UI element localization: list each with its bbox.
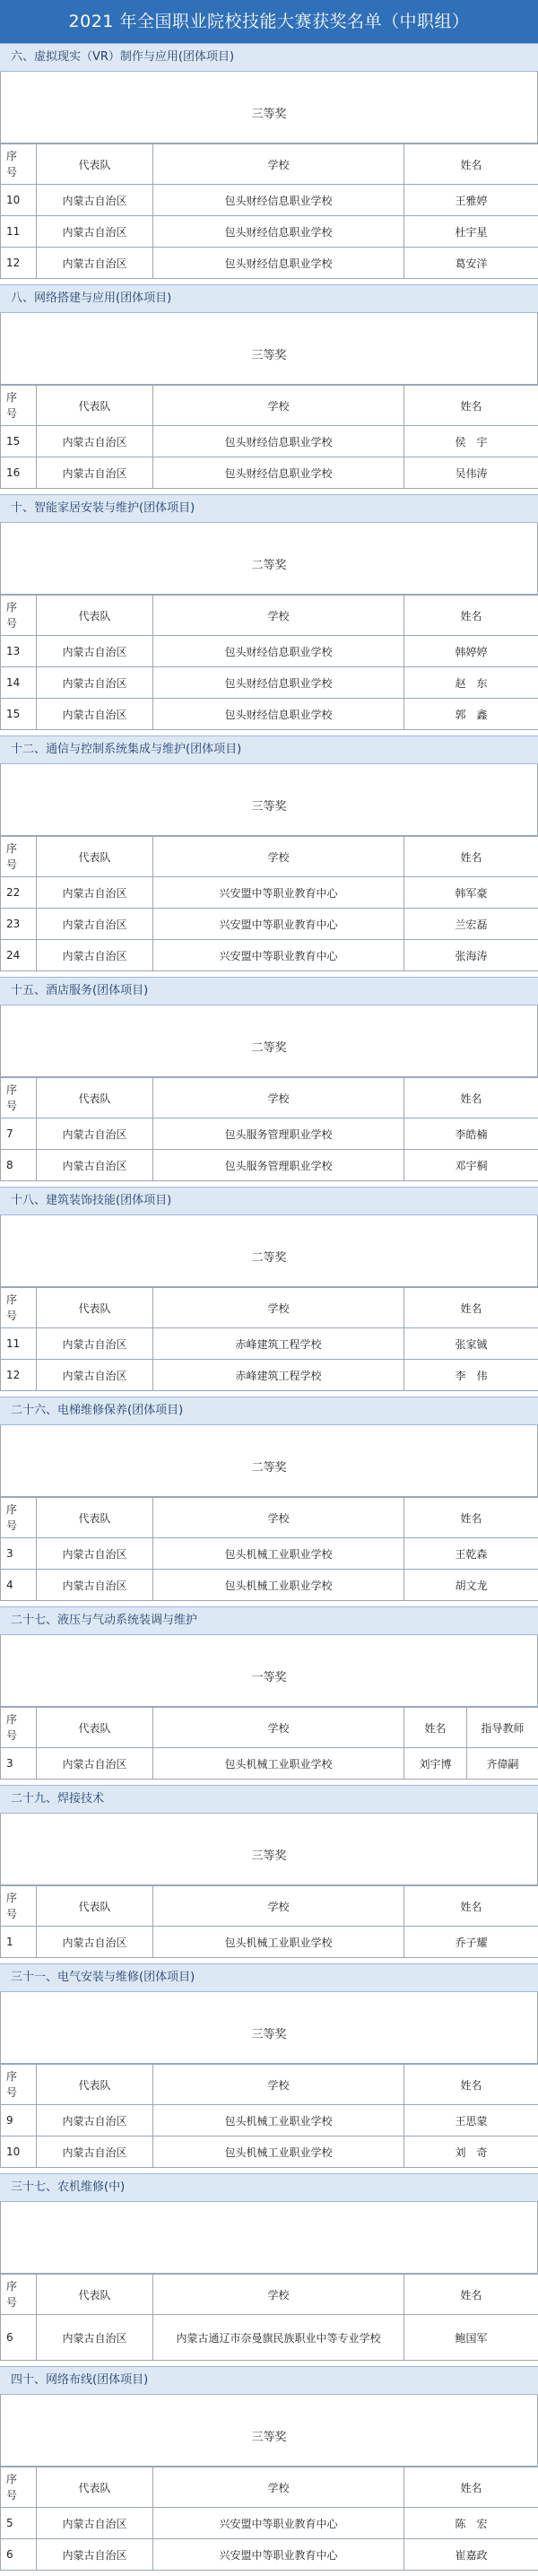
column-header: 姓名	[404, 1078, 538, 1118]
table-cell: 赵 东	[404, 667, 538, 699]
table-cell: 11	[1, 1328, 37, 1360]
table-row	[1, 457, 538, 489]
column-header: 代表队	[37, 386, 153, 426]
section-header: 十二、通信与控制系统集成与维护(团体项目)	[0, 735, 538, 764]
column-header: 序 号	[1, 386, 37, 426]
table-row	[1, 1927, 538, 1958]
table-cell: 内蒙古自治区	[37, 1328, 153, 1360]
table-cell: 3	[1, 1538, 37, 1570]
award-row	[0, 1992, 538, 2064]
table-cell: 韩婷婷	[404, 636, 538, 667]
table-header-row	[1, 2467, 538, 2508]
section-header: 十五、酒店服务(团体项目)	[0, 977, 538, 1005]
table-cell: 内蒙古自治区	[37, 1570, 153, 1601]
table-cell: 10	[1, 185, 37, 216]
table-cell: 12	[1, 1360, 37, 1391]
table-cell: 内蒙古自治区	[37, 2508, 153, 2539]
table-cell: 兴安盟中等职业教育中心	[153, 877, 404, 909]
table-cell: 赤峰建筑工程学校	[153, 1360, 404, 1391]
award-row	[0, 1425, 538, 1497]
table-cell: 15	[1, 699, 37, 730]
table-cell: 崔嘉政	[404, 2539, 538, 2571]
table-cell: 包头机械工业职业学校	[153, 1927, 404, 1958]
table-cell: 内蒙古自治区	[37, 1748, 153, 1780]
table-header-row	[1, 2065, 538, 2105]
award-row	[0, 1635, 538, 1707]
section-header: 四十、网络布线(团体项目)	[0, 2366, 538, 2395]
table-header-row	[1, 837, 538, 877]
table-cell: 包头财经信息职业学校	[153, 248, 404, 279]
section-header: 三十一、电气安装与维修(团体项目)	[0, 1963, 538, 1992]
table-header-row	[1, 1886, 538, 1927]
award-row	[0, 2395, 538, 2467]
table-cell: 包头机械工业职业学校	[153, 1570, 404, 1601]
table-cell: 内蒙古自治区	[37, 248, 153, 279]
table-cell: 9	[1, 2105, 37, 2137]
table-header-row	[1, 2275, 538, 2315]
table-cell: 包头机械工业职业学校	[153, 1748, 404, 1780]
award-table	[0, 385, 538, 489]
column-header: 学校	[153, 2065, 404, 2105]
table-row	[1, 2315, 538, 2361]
table-row	[1, 699, 538, 730]
column-header: 序 号	[1, 144, 37, 185]
table-header-row	[1, 1078, 538, 1118]
table-row	[1, 2539, 538, 2571]
table-cell: 包头财经信息职业学校	[153, 426, 404, 457]
table-cell: 内蒙古自治区	[37, 2315, 153, 2361]
table-cell: 刘宇博	[404, 1748, 467, 1780]
table-cell: 兰宏磊	[404, 909, 538, 940]
table-row	[1, 426, 538, 457]
table-cell: 包头机械工业职业学校	[153, 2105, 404, 2137]
table-cell: 内蒙古自治区	[37, 1150, 153, 1181]
table-cell: 李 伟	[404, 1360, 538, 1391]
table-cell: 内蒙古自治区	[37, 2105, 153, 2137]
table-cell: 乔子耀	[404, 1927, 538, 1958]
table-row	[1, 248, 538, 279]
award-row	[0, 764, 538, 836]
column-header: 序 号	[1, 2065, 37, 2105]
column-header: 学校	[153, 2275, 404, 2315]
table-header-row	[1, 596, 538, 636]
table-row	[1, 216, 538, 248]
table-cell: 包头财经信息职业学校	[153, 636, 404, 667]
section-header: 三十七、农机维修(中)	[0, 2173, 538, 2202]
column-header: 学校	[153, 144, 404, 185]
award-row	[0, 523, 538, 595]
section-header: 六、虚拟现实（VR）制作与应用(团体项目)	[0, 43, 538, 72]
table-cell: 13	[1, 636, 37, 667]
column-header: 姓名	[404, 2275, 538, 2315]
award-table	[0, 836, 538, 971]
column-header: 姓名	[404, 386, 538, 426]
award-level: 二等奖	[1, 1038, 537, 1055]
award-row	[0, 1215, 538, 1287]
table-cell: 内蒙古自治区	[37, 877, 153, 909]
award-row	[0, 2202, 538, 2274]
column-header: 学校	[153, 1498, 404, 1538]
table-cell: 包头财经信息职业学校	[153, 667, 404, 699]
column-header: 姓名	[404, 596, 538, 636]
award-level: 二等奖	[1, 555, 537, 572]
table-header-row	[1, 1498, 538, 1538]
table-cell: 陈 宏	[404, 2508, 538, 2539]
table-row	[1, 1570, 538, 1601]
table-cell: 包头财经信息职业学校	[153, 216, 404, 248]
table-cell: 齐偉嗣	[467, 1748, 538, 1780]
column-header: 代表队	[37, 1078, 153, 1118]
table-cell: 11	[1, 216, 37, 248]
column-header: 代表队	[37, 2467, 153, 2508]
table-cell: 兴安盟中等职业教育中心	[153, 909, 404, 940]
table-cell: 胡文龙	[404, 1570, 538, 1601]
column-header: 学校	[153, 1886, 404, 1927]
table-row	[1, 1748, 538, 1780]
column-header: 序 号	[1, 837, 37, 877]
award-table	[0, 1077, 538, 1181]
column-header: 指导教师	[467, 1708, 538, 1748]
award-level: 二等奖	[1, 1248, 537, 1265]
table-cell: 4	[1, 1570, 37, 1601]
table-cell: 兴安盟中等职业教育中心	[153, 2508, 404, 2539]
column-header: 姓名	[404, 1708, 467, 1748]
award-level: 二等奖	[1, 1458, 537, 1475]
column-header: 代表队	[37, 837, 153, 877]
table-cell: 张家铖	[404, 1328, 538, 1360]
table-cell: 包头机械工业职业学校	[153, 2137, 404, 2168]
table-header-row	[1, 1708, 538, 1748]
column-header: 序 号	[1, 1886, 37, 1927]
table-cell: 葛安洋	[404, 248, 538, 279]
section-gap	[0, 2571, 538, 2576]
table-row	[1, 185, 538, 216]
table-cell: 内蒙古自治区	[37, 699, 153, 730]
table-cell: 赤峰建筑工程学校	[153, 1328, 404, 1360]
column-header: 学校	[153, 837, 404, 877]
column-header: 代表队	[37, 596, 153, 636]
column-header: 代表队	[37, 2275, 153, 2315]
table-cell: 7	[1, 1118, 37, 1150]
table-header-row	[1, 1288, 538, 1328]
award-row	[0, 1005, 538, 1077]
table-row	[1, 1150, 538, 1181]
column-header: 学校	[153, 596, 404, 636]
table-cell: 鲍国军	[404, 2315, 538, 2361]
table-cell: 内蒙古自治区	[37, 1360, 153, 1391]
award-table	[0, 2467, 538, 2571]
section-header: 二十九、焊接技术	[0, 1785, 538, 1814]
section-header: 二十七、液压与气动系统装调与维护	[0, 1606, 538, 1635]
table-cell: 3	[1, 1748, 37, 1780]
table-cell: 邓宇桐	[404, 1150, 538, 1181]
table-cell: 张海涛	[404, 940, 538, 971]
table-cell: 内蒙古自治区	[37, 457, 153, 489]
column-header: 序 号	[1, 1708, 37, 1748]
table-row	[1, 1538, 538, 1570]
column-header: 姓名	[404, 837, 538, 877]
table-cell: 杜宇星	[404, 216, 538, 248]
table-row	[1, 877, 538, 909]
table-cell: 16	[1, 457, 37, 489]
table-row	[1, 2508, 538, 2539]
table-row	[1, 1118, 538, 1150]
table-cell: 内蒙古自治区	[37, 1538, 153, 1570]
award-level: 一等奖	[1, 1667, 537, 1684]
column-header: 姓名	[404, 2467, 538, 2508]
column-header: 序 号	[1, 1078, 37, 1118]
table-cell: 内蒙古自治区	[37, 909, 153, 940]
table-cell: 6	[1, 2539, 37, 2571]
table-cell: 内蒙古自治区	[37, 1118, 153, 1150]
column-header: 学校	[153, 386, 404, 426]
table-cell: 12	[1, 248, 37, 279]
table-cell: 李皓楠	[404, 1118, 538, 1150]
award-table	[0, 1497, 538, 1601]
table-cell: 侯 宇	[404, 426, 538, 457]
table-cell: 10	[1, 2137, 37, 2168]
table-row	[1, 2105, 538, 2137]
column-header: 序 号	[1, 1288, 37, 1328]
table-cell: 内蒙古通辽市奈曼旗民族职业中等专业学校	[153, 2315, 404, 2361]
column-header: 学校	[153, 1708, 404, 1748]
award-table	[0, 1885, 538, 1958]
table-cell: 郭 鑫	[404, 699, 538, 730]
column-header: 序 号	[1, 596, 37, 636]
table-cell: 王雅婷	[404, 185, 538, 216]
table-cell: 1	[1, 1927, 37, 1958]
table-row	[1, 2137, 538, 2168]
award-table	[0, 1707, 538, 1780]
table-row	[1, 909, 538, 940]
column-header: 学校	[153, 2467, 404, 2508]
column-header: 序 号	[1, 2275, 37, 2315]
section-header: 二十六、电梯维修保养(团体项目)	[0, 1397, 538, 1425]
table-cell: 内蒙古自治区	[37, 2539, 153, 2571]
table-cell: 15	[1, 426, 37, 457]
column-header: 姓名	[404, 144, 538, 185]
award-level: 三等奖	[1, 104, 537, 121]
table-header-row	[1, 386, 538, 426]
table-cell: 包头机械工业职业学校	[153, 1538, 404, 1570]
page-title: 2021 年全国职业院校技能大赛获奖名单（中职组）	[0, 0, 538, 43]
column-header: 代表队	[37, 1708, 153, 1748]
column-header: 姓名	[404, 1288, 538, 1328]
table-row	[1, 1360, 538, 1391]
table-cell: 内蒙古自治区	[37, 667, 153, 699]
table-cell: 内蒙古自治区	[37, 216, 153, 248]
table-cell: 8	[1, 1150, 37, 1181]
table-cell: 王乾森	[404, 1538, 538, 1570]
award-level: 三等奖	[1, 2427, 537, 2444]
column-header: 学校	[153, 1288, 404, 1328]
table-cell: 24	[1, 940, 37, 971]
table-cell: 5	[1, 2508, 37, 2539]
award-level: 三等奖	[1, 796, 537, 814]
column-header: 代表队	[37, 1288, 153, 1328]
table-cell: 刘 奇	[404, 2137, 538, 2168]
table-cell: 兴安盟中等职业教育中心	[153, 2539, 404, 2571]
table-cell: 内蒙古自治区	[37, 940, 153, 971]
award-row	[0, 313, 538, 385]
section-header: 八、网络搭建与应用(团体项目)	[0, 284, 538, 313]
column-header: 姓名	[404, 1886, 538, 1927]
table-row	[1, 940, 538, 971]
award-table	[0, 2064, 538, 2168]
award-table	[0, 144, 538, 279]
table-cell: 内蒙古自治区	[37, 2137, 153, 2168]
table-cell: 内蒙古自治区	[37, 426, 153, 457]
column-header: 代表队	[37, 144, 153, 185]
table-cell: 内蒙古自治区	[37, 636, 153, 667]
table-cell: 22	[1, 877, 37, 909]
column-header: 姓名	[404, 2065, 538, 2105]
column-header: 代表队	[37, 1886, 153, 1927]
award-level: 三等奖	[1, 2024, 537, 2041]
award-row	[0, 72, 538, 144]
award-table	[0, 1287, 538, 1391]
column-header: 序 号	[1, 2467, 37, 2508]
section-header: 十八、建筑装饰技能(团体项目)	[0, 1187, 538, 1215]
column-header: 序 号	[1, 1498, 37, 1538]
award-row	[0, 1814, 538, 1885]
table-cell: 包头财经信息职业学校	[153, 699, 404, 730]
column-header: 代表队	[37, 1498, 153, 1538]
table-row	[1, 667, 538, 699]
table-cell: 包头服务管理职业学校	[153, 1150, 404, 1181]
table-cell: 6	[1, 2315, 37, 2361]
award-level: 三等奖	[1, 345, 537, 362]
table-cell: 14	[1, 667, 37, 699]
column-header: 学校	[153, 1078, 404, 1118]
table-cell: 内蒙古自治区	[37, 1927, 153, 1958]
table-cell: 包头服务管理职业学校	[153, 1118, 404, 1150]
award-level: 三等奖	[1, 1846, 537, 1863]
table-row	[1, 1328, 538, 1360]
table-cell: 王思蒙	[404, 2105, 538, 2137]
table-cell: 兴安盟中等职业教育中心	[153, 940, 404, 971]
table-cell: 吴伟涛	[404, 457, 538, 489]
table-row	[1, 636, 538, 667]
table-cell: 包头财经信息职业学校	[153, 457, 404, 489]
sections-container	[0, 43, 538, 2576]
table-cell: 韩军豪	[404, 877, 538, 909]
table-cell: 内蒙古自治区	[37, 185, 153, 216]
section-header: 十、智能家居安装与维护(团体项目)	[0, 494, 538, 523]
table-cell: 包头财经信息职业学校	[153, 185, 404, 216]
column-header: 代表队	[37, 2065, 153, 2105]
award-table	[0, 2274, 538, 2361]
column-header: 姓名	[404, 1498, 538, 1538]
award-table	[0, 595, 538, 730]
table-header-row	[1, 144, 538, 185]
table-cell: 23	[1, 909, 37, 940]
